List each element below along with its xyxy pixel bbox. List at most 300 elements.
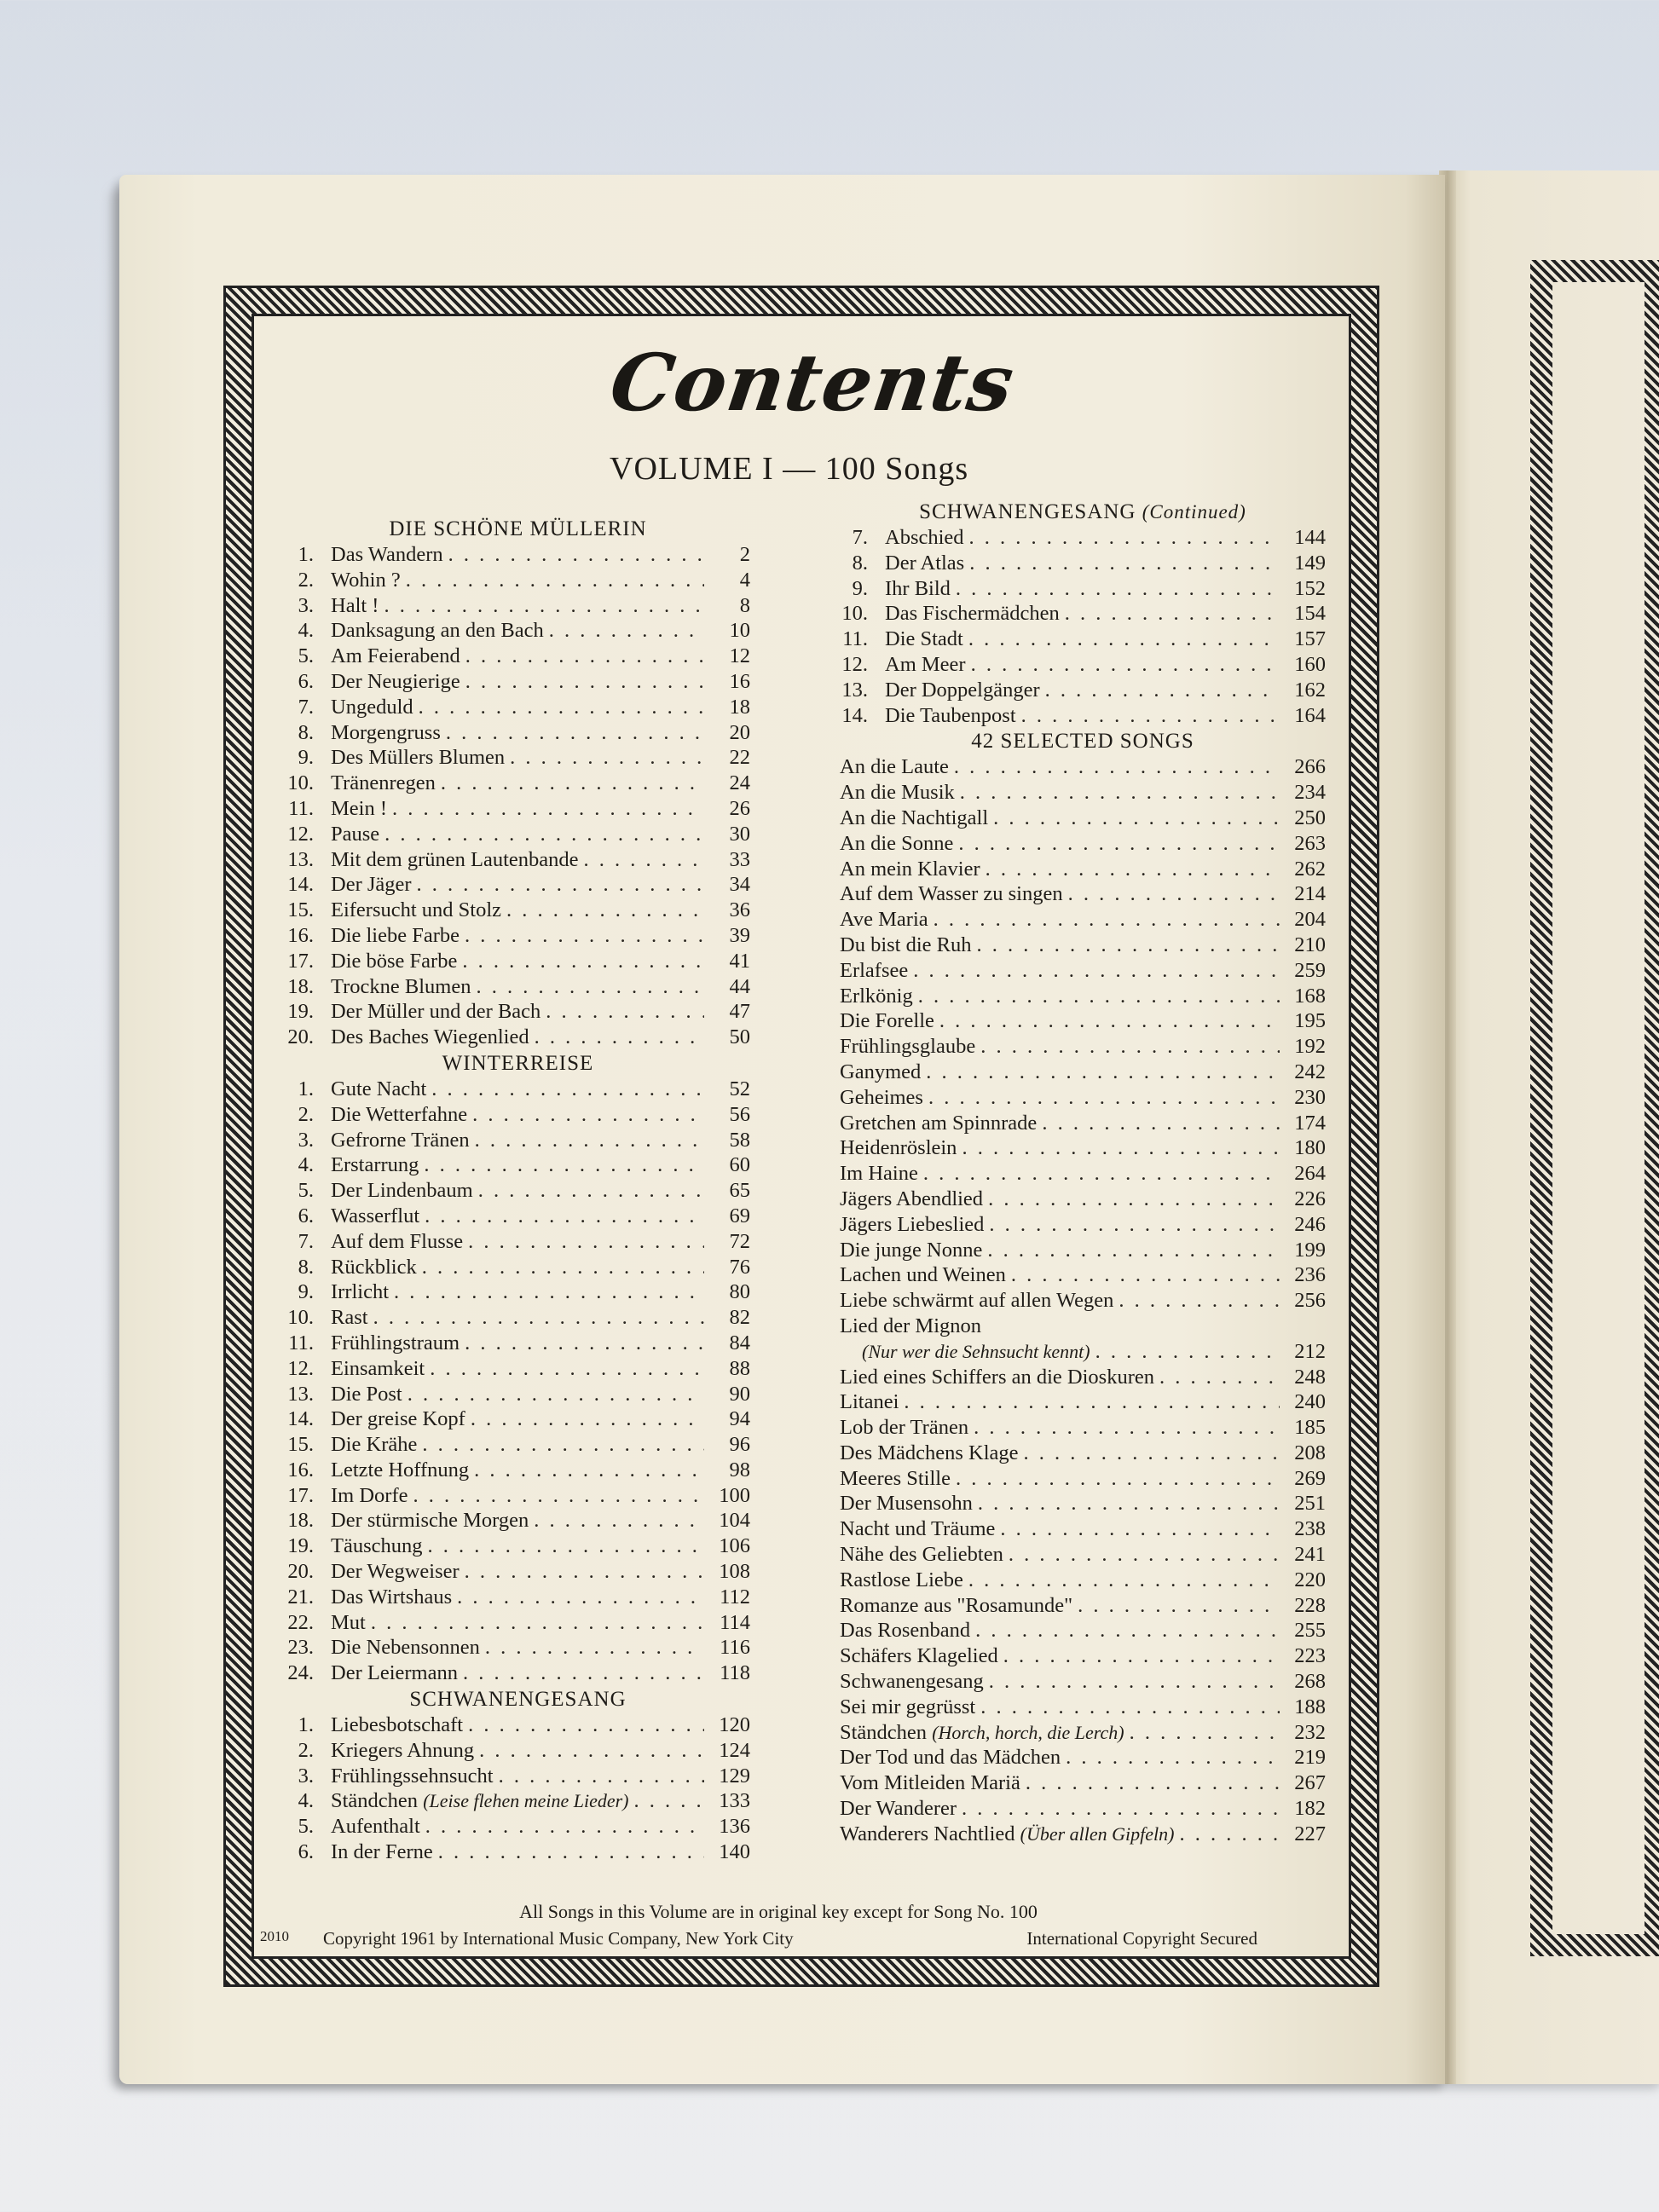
leader-dots xyxy=(968,627,1280,652)
contents-entry xyxy=(286,1432,750,1458)
entry-page-number: 164 xyxy=(1294,703,1326,727)
entry-title xyxy=(331,1508,529,1533)
entry-title xyxy=(840,1060,921,1085)
leader-dots xyxy=(1026,1770,1280,1796)
entry-title xyxy=(885,703,1016,729)
entry-page-number: 238 xyxy=(1294,1517,1326,1541)
entry-page-number: 50 xyxy=(729,1025,750,1049)
entry-title-text: Aufenthalt xyxy=(331,1815,420,1839)
contents-entry xyxy=(840,780,1326,806)
entry-title xyxy=(331,593,379,619)
entry-number: 18. xyxy=(287,974,314,998)
leader-dots xyxy=(485,1635,704,1660)
leader-dots xyxy=(422,1432,704,1458)
contents-entry xyxy=(286,1559,750,1585)
entry-page-number: 124 xyxy=(719,1738,750,1762)
entry-page-number: 8 xyxy=(739,593,750,617)
entry-page-number: 65 xyxy=(729,1179,750,1203)
leader-dots xyxy=(969,551,1280,576)
entry-title-text: Danksagung an den Bach xyxy=(331,619,544,643)
leader-dots xyxy=(904,1389,1280,1415)
leader-dots xyxy=(934,907,1280,933)
leader-dots xyxy=(422,1255,704,1280)
leader-dots xyxy=(549,618,704,644)
entry-title-text: Lied eines Schiffers an die Dioskuren xyxy=(840,1365,1154,1389)
entry-title-text: Erlkönig xyxy=(840,984,913,1008)
contents-entry xyxy=(840,1822,1326,1847)
contents-entry xyxy=(840,1060,1326,1085)
entry-number: 16. xyxy=(287,923,314,947)
entry-page-number: 152 xyxy=(1294,576,1326,600)
leader-dots xyxy=(506,898,704,923)
entry-page-number: 41 xyxy=(729,949,750,973)
entry-title-text: Wasserflut xyxy=(331,1204,420,1227)
leader-dots xyxy=(406,568,704,593)
entry-page-number: 149 xyxy=(1294,551,1326,575)
entry-title-text: Der stürmische Morgen xyxy=(331,1509,529,1533)
entry-title xyxy=(840,1238,982,1263)
contents-entry xyxy=(286,745,750,771)
entry-number: 17. xyxy=(287,949,314,973)
entry-title xyxy=(840,958,908,984)
leader-dots xyxy=(989,1212,1280,1238)
entry-title-text: Lachen und Weinen xyxy=(840,1263,1006,1287)
contents-entry xyxy=(840,1669,1326,1695)
entry-page-number: 72 xyxy=(729,1229,750,1253)
entry-page-number: 212 xyxy=(1294,1339,1326,1363)
entry-page-number: 242 xyxy=(1294,1060,1326,1083)
contents-entry xyxy=(286,1839,750,1865)
entry-page-number: 199 xyxy=(1294,1238,1326,1262)
entry-title-text: Die böse Farbe xyxy=(331,949,458,973)
entry-page-number: 30 xyxy=(729,822,750,846)
entry-page-number: 84 xyxy=(729,1331,750,1354)
leader-dots xyxy=(962,1796,1280,1822)
contents-entry xyxy=(840,1593,1326,1619)
contents-entry xyxy=(286,1229,750,1255)
entry-page-number: 219 xyxy=(1294,1746,1326,1770)
leader-dots xyxy=(1021,703,1280,729)
entry-number: 8. xyxy=(298,1255,314,1279)
leader-dots xyxy=(1179,1822,1280,1847)
entry-number: 13. xyxy=(841,678,868,702)
entry-title xyxy=(331,1025,529,1050)
entry-page-number: 94 xyxy=(729,1407,750,1431)
contents-entry xyxy=(286,542,750,568)
contents-entry xyxy=(286,1483,750,1509)
entry-number: 3. xyxy=(298,593,314,617)
contents-entry xyxy=(286,1331,750,1356)
entry-page-number: 162 xyxy=(1294,678,1326,702)
entry-page-number: 2 xyxy=(739,543,750,566)
entry-title xyxy=(840,806,988,831)
entry-title xyxy=(331,1255,417,1280)
leader-dots xyxy=(1119,1288,1280,1314)
entry-title xyxy=(331,1533,423,1559)
entry-title xyxy=(331,644,460,669)
entry-title-text: Heidenröslein xyxy=(840,1136,957,1160)
contents-entry xyxy=(840,1262,1326,1288)
entry-title-text: Lob der Tränen xyxy=(840,1416,969,1440)
entry-page-number: 33 xyxy=(729,847,750,871)
key-note: All Songs in this Volume are in original key except for Song No. 100 xyxy=(519,1901,1038,1922)
contents-entry xyxy=(286,872,750,898)
entry-title-text: Vom Mitleiden Mariä xyxy=(840,1771,1020,1795)
contents-entry xyxy=(286,796,750,822)
contents-entry xyxy=(840,1339,1326,1365)
contents-entry xyxy=(840,1389,1326,1415)
leader-dots xyxy=(419,695,704,720)
contents-entry xyxy=(840,1034,1326,1060)
entry-number: 10. xyxy=(287,771,314,795)
leader-dots xyxy=(476,974,704,1000)
leader-dots xyxy=(446,720,704,746)
entry-title xyxy=(331,1178,473,1204)
leader-dots xyxy=(584,847,704,873)
contents-entry xyxy=(840,1135,1326,1161)
entry-number: 20. xyxy=(287,1560,314,1584)
entry-page-number: 22 xyxy=(729,746,750,770)
entry-title xyxy=(885,627,963,652)
volume-heading: VOLUME I — 100 Songs xyxy=(610,451,969,487)
entry-title-text: Gefrorne Tränen xyxy=(331,1128,470,1152)
leader-dots xyxy=(980,1695,1280,1720)
leader-dots xyxy=(971,652,1280,678)
leader-dots xyxy=(392,796,704,822)
entry-number: 2. xyxy=(298,568,314,592)
entry-title-text: Der Leiermann xyxy=(331,1661,458,1685)
contents-entry xyxy=(840,1796,1326,1822)
entry-title-text: Die Nebensonnen xyxy=(331,1636,480,1660)
contents-entry xyxy=(286,1255,750,1280)
entry-number: 9. xyxy=(298,1280,314,1304)
contents-entry xyxy=(840,551,1326,576)
entry-number: 16. xyxy=(287,1458,314,1481)
leader-dots xyxy=(1130,1720,1280,1746)
leader-dots xyxy=(928,1085,1280,1111)
entry-title xyxy=(331,669,460,695)
entry-page-number: 60 xyxy=(729,1153,750,1177)
entry-title-text: Ihr Bild xyxy=(885,576,951,600)
entry-page-number: 80 xyxy=(729,1280,750,1304)
contents-entry xyxy=(840,933,1326,958)
entry-title-text: Abschied xyxy=(885,526,964,549)
entry-number: 7. xyxy=(852,526,868,549)
leader-dots xyxy=(1003,1643,1280,1669)
leader-dots xyxy=(968,1568,1280,1593)
entry-number: 13. xyxy=(287,1382,314,1406)
entry-title-text: Letzte Hoffnung xyxy=(331,1458,470,1481)
leader-dots xyxy=(424,1152,704,1178)
entry-page-number: 250 xyxy=(1294,806,1326,829)
entry-page-number: 236 xyxy=(1294,1263,1326,1287)
entry-title-text: Geheimes xyxy=(840,1085,923,1109)
entry-number: 3. xyxy=(298,1128,314,1152)
entry-title-text: In der Ferne xyxy=(331,1840,433,1864)
entry-page-number: 82 xyxy=(729,1306,750,1330)
entry-page-number: 214 xyxy=(1294,882,1326,906)
contents-entry xyxy=(286,1660,750,1686)
entry-title xyxy=(885,576,951,602)
contents-entry xyxy=(286,923,750,949)
contents-entry xyxy=(286,1610,750,1636)
entry-title xyxy=(331,1788,629,1814)
contents-entry xyxy=(286,1025,750,1050)
contents-entry xyxy=(840,1365,1326,1390)
entry-number: 1. xyxy=(298,1713,314,1737)
entry-title-text: Pause xyxy=(331,822,380,846)
entry-title-text: Frühlingstraum xyxy=(331,1331,460,1354)
leader-dots xyxy=(989,1669,1280,1695)
entry-number: 5. xyxy=(298,1815,314,1839)
contents-entry xyxy=(840,1491,1326,1516)
entry-page-number: 251 xyxy=(1294,1492,1326,1516)
leader-dots xyxy=(1024,1441,1280,1466)
leader-dots xyxy=(962,1135,1280,1161)
entry-number: 2. xyxy=(298,1102,314,1126)
contents-entry xyxy=(840,1643,1326,1669)
contents-entry xyxy=(286,1814,750,1839)
entry-title-text: Des Müllers Blumen xyxy=(331,746,506,770)
entry-number: 11. xyxy=(288,1331,314,1354)
leader-dots xyxy=(428,1533,705,1559)
entry-page-number: 39 xyxy=(729,923,750,947)
entry-page-number: 264 xyxy=(1294,1162,1326,1186)
leader-dots xyxy=(986,857,1280,882)
leader-dots xyxy=(499,1764,704,1789)
entry-title-text: Nähe des Geliebten xyxy=(840,1543,1003,1567)
entry-title xyxy=(331,1712,463,1738)
entry-page-number: 20 xyxy=(729,720,750,744)
entry-title xyxy=(840,1288,1113,1314)
entry-number: 14. xyxy=(841,703,868,727)
contents-entry xyxy=(286,1738,750,1764)
entry-number: 12. xyxy=(841,652,868,676)
contents-entry xyxy=(286,618,750,644)
entry-title xyxy=(840,780,955,806)
entry-number: 4. xyxy=(298,1789,314,1813)
entry-page-number: 227 xyxy=(1294,1822,1326,1845)
contents-entry xyxy=(840,678,1326,703)
entry-page-number: 26 xyxy=(729,796,750,820)
entry-title-text: Der Lindenbaum xyxy=(331,1179,473,1203)
contents-entry xyxy=(286,1152,750,1178)
entry-title xyxy=(840,907,928,933)
entry-subtitle: (Leise flehen meine Lieder) xyxy=(423,1790,629,1812)
leader-dots xyxy=(472,1102,704,1128)
entry-title-text: Liebesbotschaft xyxy=(331,1713,464,1737)
entry-title xyxy=(331,1279,389,1305)
leader-dots xyxy=(993,806,1280,831)
contents-entry xyxy=(286,1077,750,1102)
entry-title-text: Mut xyxy=(331,1610,366,1634)
contents-entry xyxy=(286,847,750,873)
contents-entry xyxy=(840,627,1326,652)
entry-title xyxy=(331,898,501,923)
entry-title-text: Täuschung xyxy=(331,1534,423,1558)
entry-title xyxy=(840,881,1063,907)
entry-title xyxy=(331,771,436,796)
entry-title-text: Frühlingsglaube xyxy=(840,1035,976,1059)
entry-title-text: Das Rosenband xyxy=(840,1619,971,1643)
entry-title xyxy=(885,525,964,551)
entry-page-number: 140 xyxy=(719,1840,750,1864)
entry-title-text: Das Wirtshaus xyxy=(331,1585,453,1608)
entry-title xyxy=(840,1593,1072,1619)
contents-entry xyxy=(286,695,750,720)
leader-dots xyxy=(384,822,704,847)
leader-dots xyxy=(465,1331,704,1356)
entry-title-text: Irrlicht xyxy=(331,1280,390,1304)
entry-title xyxy=(840,1008,934,1034)
page-number: 2010 xyxy=(260,1928,289,1944)
entry-title-text: Der Atlas xyxy=(885,551,965,575)
entry-title-text: Der Neugierige xyxy=(331,669,460,693)
entry-title-text: Schäfers Klagelied xyxy=(840,1644,998,1668)
entry-title-text: Auf dem Wasser zu singen xyxy=(840,882,1063,906)
entry-number: 23. xyxy=(287,1636,314,1660)
entry-title-text: Ständchen xyxy=(331,1789,419,1813)
entry-number: 13. xyxy=(287,847,314,871)
entry-title-text: Ave Maria xyxy=(840,908,928,932)
entry-number: 6. xyxy=(298,1840,314,1864)
entry-title xyxy=(840,1161,918,1187)
entry-page-number: 76 xyxy=(729,1255,750,1279)
entry-title xyxy=(840,1643,998,1669)
leader-dots xyxy=(462,949,704,974)
leader-dots xyxy=(413,1483,704,1509)
entry-page-number: 266 xyxy=(1294,755,1326,779)
entry-title-text: Der Jäger xyxy=(331,873,412,897)
contents-entry xyxy=(286,644,750,669)
entry-page-number: 4 xyxy=(739,568,750,592)
leader-dots xyxy=(634,1788,705,1814)
entry-title xyxy=(840,857,980,882)
leader-dots xyxy=(1011,1262,1280,1288)
contents-entry xyxy=(840,1720,1326,1746)
entry-title-text: Die Post xyxy=(331,1382,402,1406)
contents-entry xyxy=(840,881,1326,907)
entry-number: 10. xyxy=(287,1306,314,1330)
contents-entry xyxy=(840,576,1326,602)
entry-title-text: Rückblick xyxy=(331,1255,417,1279)
leader-dots xyxy=(425,1204,704,1229)
entry-title-text: Die Krähe xyxy=(331,1433,418,1457)
entry-page-number: 223 xyxy=(1294,1644,1326,1668)
leader-dots xyxy=(534,1508,704,1533)
entry-title xyxy=(840,1262,1006,1288)
contents-entry xyxy=(840,703,1326,729)
entry-page-number: 267 xyxy=(1294,1771,1326,1795)
leader-dots xyxy=(468,1229,704,1255)
entry-number: 17. xyxy=(287,1483,314,1507)
leader-dots xyxy=(463,1660,704,1686)
entry-title xyxy=(840,1365,1154,1390)
entry-title-text: Die liebe Farbe xyxy=(331,923,460,947)
leader-dots xyxy=(465,669,704,695)
entry-number: 1. xyxy=(298,543,314,566)
contents-entry xyxy=(286,1764,750,1789)
leader-dots xyxy=(457,1585,704,1610)
entry-page-number: 180 xyxy=(1294,1136,1326,1160)
leader-dots xyxy=(1042,1111,1280,1136)
entry-title xyxy=(331,1483,408,1509)
entry-title xyxy=(840,1389,899,1415)
entry-title xyxy=(331,822,379,847)
entry-title-text: Das Wandern xyxy=(331,543,443,566)
entry-title-text: Einsamkeit xyxy=(331,1356,425,1380)
entry-page-number: 69 xyxy=(729,1204,750,1227)
entry-title xyxy=(331,542,443,568)
contents-entry xyxy=(286,1382,750,1407)
contents-entry xyxy=(840,754,1326,780)
entry-title xyxy=(885,652,966,678)
contents-entry xyxy=(286,568,750,593)
contents-entry xyxy=(286,720,750,746)
entry-title xyxy=(840,1695,975,1720)
entry-title xyxy=(331,1738,474,1764)
entry-title-text: Jägers Liebeslied xyxy=(840,1212,985,1236)
entry-number: 5. xyxy=(298,1179,314,1203)
section-heading: DIE SCHÖNE MÜLLERIN xyxy=(389,517,647,540)
entry-title-text: Schwanengesang xyxy=(840,1670,984,1694)
leader-dots xyxy=(956,576,1280,602)
entry-title xyxy=(840,1568,963,1593)
entry-title-text: Im Haine xyxy=(840,1162,918,1186)
entry-title xyxy=(331,796,387,822)
entry-page-number: 188 xyxy=(1294,1695,1326,1718)
entry-number: 4. xyxy=(298,1153,314,1177)
entry-title-text: Die Stadt xyxy=(885,627,963,651)
leader-dots xyxy=(975,1618,1280,1643)
leader-dots xyxy=(1078,1593,1280,1619)
leader-dots xyxy=(474,1458,704,1483)
section-heading: SCHWANENGESANG xyxy=(409,1688,627,1712)
entry-number: 22. xyxy=(287,1610,314,1634)
entry-title xyxy=(331,999,540,1025)
contents-entry xyxy=(286,1128,750,1153)
leader-dots xyxy=(1159,1365,1280,1390)
leader-dots xyxy=(417,872,704,898)
entry-page-number: 133 xyxy=(719,1789,750,1813)
entry-title xyxy=(840,1822,1174,1847)
entry-page-number: 262 xyxy=(1294,857,1326,881)
contents-entry xyxy=(840,652,1326,678)
entry-title xyxy=(840,1212,984,1238)
entry-title-text: Nacht und Träume xyxy=(840,1517,996,1541)
entry-title-text: Des Baches Wiegenlied xyxy=(331,1025,529,1049)
entry-number: 24. xyxy=(287,1661,314,1685)
entry-page-number: 256 xyxy=(1294,1289,1326,1313)
entry-page-number: 241 xyxy=(1294,1543,1326,1567)
entry-title-text: Der Tod und das Mädchen xyxy=(840,1746,1061,1770)
contents-entry xyxy=(286,1533,750,1559)
entry-page-number: 220 xyxy=(1294,1568,1326,1591)
contents-entry xyxy=(286,1356,750,1382)
entry-number: 15. xyxy=(287,898,314,922)
contents-entry xyxy=(840,831,1326,857)
entry-title-text: Gretchen am Spinnrade xyxy=(840,1111,1038,1135)
entry-page-number: 108 xyxy=(719,1560,750,1584)
contents-entry xyxy=(286,1788,750,1814)
leader-dots xyxy=(969,525,1280,551)
entry-subtitle: (Über allen Gipfeln) xyxy=(1020,1822,1175,1845)
leader-dots xyxy=(441,771,704,796)
entry-title xyxy=(331,1585,452,1610)
contents-entry xyxy=(840,857,1326,882)
entry-title-text: Die Wetterfahne xyxy=(331,1102,468,1126)
entry-number: 18. xyxy=(287,1509,314,1533)
